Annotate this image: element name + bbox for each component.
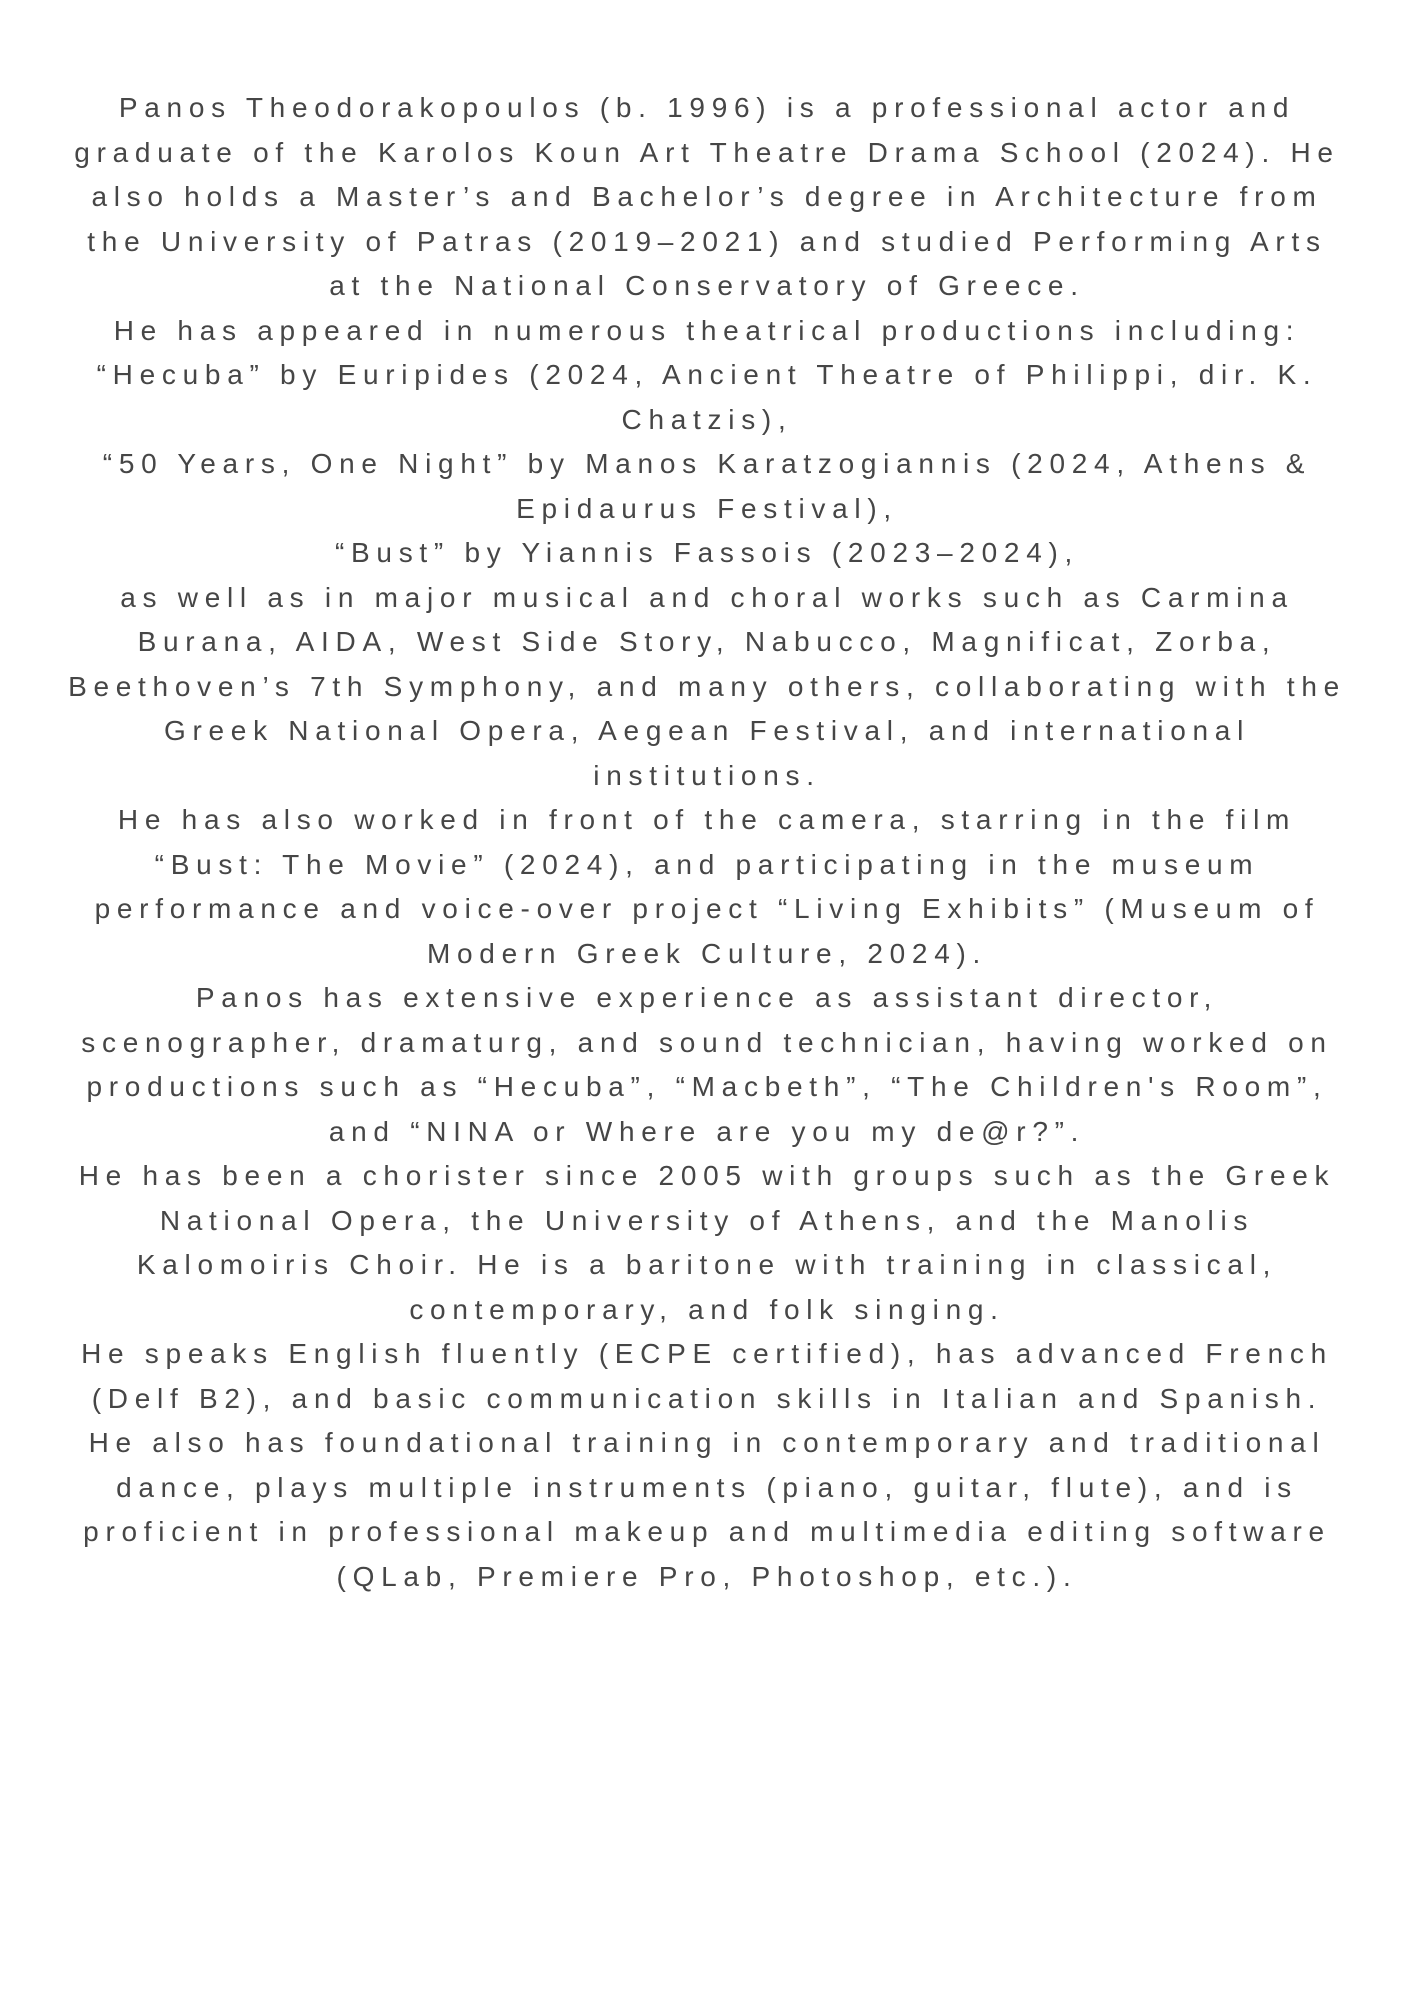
bio-paragraph: Panos has extensive experience as assistant director, scenographer, dramaturg, and sound technician, having worked on productions such as “Hecuba”, “Macbeth”, “The Children's Room”, and “NINA or Where are you my de@r?”. bbox=[81, 982, 1333, 1147]
bio-paragraph: He has also worked in front of the camera, starring in the film “Bust: The Movie” (2024), and participating in the museum performance and voice-over project “Living Exhibits” (Museum of Modern Greek Culture, 2024). bbox=[94, 804, 1320, 969]
bio-paragraph: as well as in major musical and choral works such as Carmina Burana, AIDA, West Side Story, Nabucco, Magnificat, Zorba, Beethoven’s 7th Symphony, and many others, collaborating with the Greek National Opera, Aegean Festival, and international institutions. bbox=[68, 581, 1346, 791]
bio-paragraph: “Bust” by Yiannis Fassois (2023–2024), bbox=[334, 537, 1080, 568]
bio-paragraph: “Hecuba” by Euripides (2024, Ancient Theatre of Philippi, dir. K. Chatzis), bbox=[96, 359, 1318, 435]
bio-paragraph: “50 Years, One Night” by Manos Karatzogiannis (2024, Athens & Epidaurus Festival), bbox=[102, 448, 1312, 524]
bio-text bbox=[62, 86, 1352, 1599]
bio-paragraph: He has been a chorister since 2005 with groups such as the Greek National Opera, the University of Athens, and the Manolis Kalomoiris Choir. He is a baritone with training in classical, contemporary, and folk singing. bbox=[78, 1160, 1336, 1325]
bio-paragraph: Panos Theodorakopoulos (b. 1996) is a professional actor and graduate of the Karolos Koun Art Theatre Drama School (2024). He also holds a Master’s and Bachelor’s degree in Architecture from the University of Patras (2019–2021) and studied Performing Arts at the National Conservatory of Greece. bbox=[74, 92, 1340, 301]
bio-paragraph: He speaks English fluently (ECPE certified), has advanced French (Delf B2), and basic communication skills in Italian and Spanish. He also has foundational training in contemporary and traditional dance, plays multiple instruments (piano, guitar, flute), and is proficient in professional makeup and multimedia editing software (QLab, Premiere Pro, Photoshop, etc.). bbox=[81, 1338, 1333, 1592]
bio-paragraph: He has appeared in numerous theatrical productions including: bbox=[113, 314, 1301, 346]
